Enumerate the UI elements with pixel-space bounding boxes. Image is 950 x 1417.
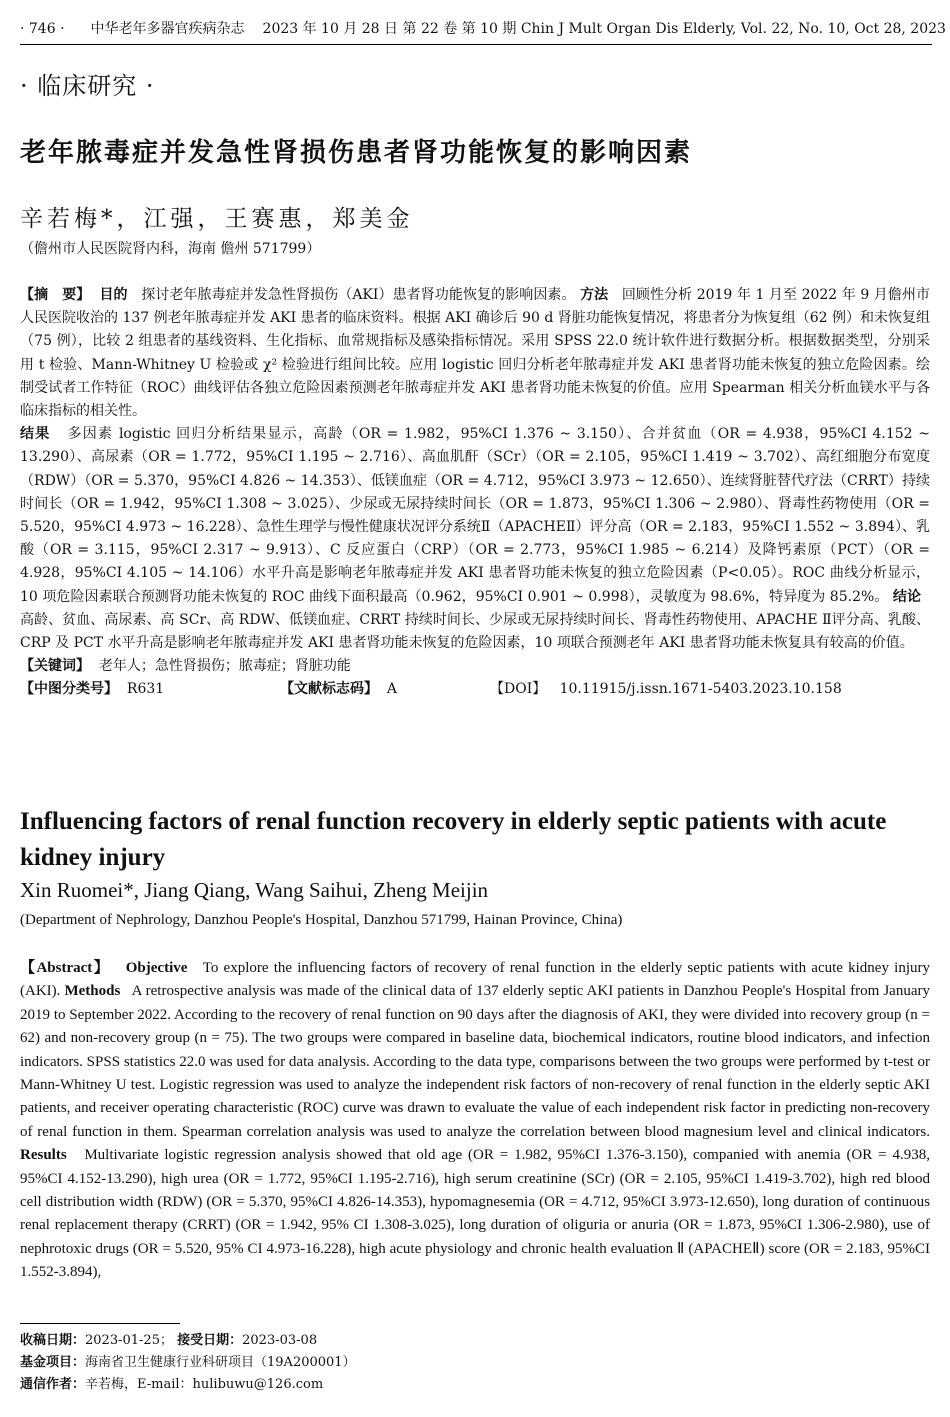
en-methods-label: Methods bbox=[64, 983, 121, 1000]
cn-objective-text: 探讨老年脓毒症并发急性肾损伤（AKI）患者肾功能恢复的影响因素。 bbox=[141, 287, 576, 303]
cn-results-label: 结果 bbox=[20, 426, 51, 443]
cn-abstract bbox=[20, 284, 930, 702]
footnote-fund bbox=[20, 1352, 356, 1374]
cn-objective-label: 目的 bbox=[99, 287, 128, 303]
cn-keywords bbox=[20, 655, 930, 678]
accepted-value: 2023-03-08 bbox=[242, 1333, 318, 1348]
cn-title: 老年脓毒症并发急性肾损伤患者肾功能恢复的影响因素 bbox=[20, 138, 693, 168]
page-number: · 746 · bbox=[20, 21, 65, 37]
cn-methods-text: 回顾性分析 2019 年 1 月至 2022 年 9 月儋州市人民医院收治的 137 例老年脓毒症并发 AKI 患者的临床资料。根据 AKI 确诊后 90 d 肾脏功能恢复情况，将患者分为恢复组（62 例）和未恢复组（75 例），比较 2 组患者的基线资料、生化指标、血常规指标及感染指标情况。采用 SPSS 22.0 统计软件进行数据分析。根据数据类型，分别采用 t 检验、Mann-Whitney U 检验或 χ² 检验进行组间比较。应用 logistic 回归分析老年脓毒症并发 AKI 患者肾功能未恢复的独立危险因素。绘制受试者工作特征（ROC）曲线评估各独立危险因素预测老年脓毒症并发 AKI 患者肾功能未恢复的价值。应用 Spearman 相关分析血镁水平与各临床指标的相关性。 bbox=[20, 287, 931, 420]
doi-label: 【DOI】 bbox=[490, 681, 547, 698]
cn-doi bbox=[490, 678, 842, 701]
fund-value: 海南省卫生健康行业科研项目（19A200001） bbox=[85, 1355, 356, 1370]
cn-abstract-label: 【摘 要】 bbox=[20, 287, 91, 303]
en-title: Influencing factors of renal function recovery in elderly septic patients with acute kidney injury bbox=[20, 808, 887, 871]
received-value: 2023-01-25； bbox=[85, 1333, 173, 1348]
accepted-label: 接受日期： bbox=[177, 1333, 243, 1348]
corr-label: 通信作者： bbox=[20, 1377, 86, 1392]
journal-name: 中华老年多器官疾病杂志 bbox=[90, 21, 245, 37]
running-header bbox=[20, 18, 946, 38]
cls-label: 【中图分类号】 bbox=[20, 681, 118, 698]
cn-methods-label: 方法 bbox=[580, 287, 609, 303]
doc-label: 【文献标志码】 bbox=[280, 681, 378, 698]
cn-conclusion-label: 结论 bbox=[892, 588, 922, 605]
en-results-text: Multivariate logistic regression analysis showed that old age (OR = 1.982, 95%CI 1.376-3.150), companied with anemia (OR = 4.938, 95%CI 4.152-13.290), high urea (OR = 1.772, 95%CI 1.195-2.716), high serum creatinine (SCr) (OR = 2.105, 95%CI 1.419-3.702), high red blood cell distribution width (RDW) (OR = 5.370, 95%CI 4.826-14.353), hypomagnesemia (OR = 4.712, 95%CI 3.973-12.650), long duration of continuous renal replacement therapy (CRRT) (OR = 1.942, 95% CI 1.308-3.025), long duration of oliguria or anuria (OR = 1.873, 95%CI 1.306-2.980), use of nephrotoxic drugs (OR = 5.520, 95% CI 4.973-16.228), high acute physiology and chronic health evaluation Ⅱ (APACHEⅡ) score (OR = 2.183, 95%CI 1.552-3.894), bbox=[20, 1147, 931, 1281]
section-label: · 临床研究 · bbox=[20, 72, 155, 100]
en-authors: Xin Ruomei*, Jiang Qiang, Wang Saihui, Zheng Meijin bbox=[20, 878, 489, 902]
corr-value: 辛若梅，E-mail：hulibuwu@126.com bbox=[85, 1377, 324, 1392]
received-label: 收稿日期： bbox=[20, 1333, 86, 1348]
en-methods-text: A retrospective analysis was made of the clinical data of 137 elderly septic AKI patients in Danzhou People's Hospital from January 2019 to September 2022. According to the recovery of renal function on 90 days after the diagnosis of AKI, they were divided into recovery group (n = 62) and non-recovery group (n = 75). The two groups were compared in baseline data, biochemical indicators, routine blood indicators, and infection indicators. SPSS statistics 22.0 was used for data analysis. According to the data type, comparisons between the two groups were performed by t-test or Mann-Whitney U test. Logistic regression was used to analyze the independent risk factors of non-recovery of renal function in the elderly septic AKI patients, and receiver operating characteristic (ROC) curve was drawn to evaluate the value of each independent risk factor in predicting non-recovery of renal function in them. Spearman correlation analysis was used to analyze the correlation between blood magnesium level and clinical indicators. bbox=[20, 983, 930, 1140]
header-rule bbox=[20, 44, 932, 45]
en-abstract bbox=[20, 957, 930, 1285]
cn-classification bbox=[20, 678, 280, 701]
cn-results-para bbox=[20, 423, 930, 655]
cn-affiliation: （儋州市人民医院肾内科，海南 儋州 571799） bbox=[20, 241, 321, 257]
footnote-correspondence bbox=[20, 1374, 356, 1396]
en-affiliation: (Department of Nephrology, Danzhou People's Hospital, Danzhou 571799, Hainan Province, China) bbox=[20, 912, 623, 928]
en-results-label: Results bbox=[20, 1147, 67, 1164]
footnote-rule bbox=[20, 1323, 180, 1324]
cls-value: R631 bbox=[126, 681, 165, 698]
cn-results-text: 多因素 logistic 回归分析结果显示，高龄（OR = 1.982，95%CI 1.376 ~ 3.150）、合并贫血（OR = 4.938，95%CI 4.152 ~ 13.290）、高尿素（OR = 1.772，95%CI 1.195 ~ 2.716）、高血肌酐（SCr）（OR = 2.105，95%CI 1.419 ~ 3.702）、高红细胞分布宽度（RDW）（OR = 5.370，95%CI 4.826 ~ 14.353）、低镁血症（OR = 4.712，95%CI 3.973 ~ 12.650）、连续肾脏替代疗法（CRRT）持续时间长（OR = 1.942，95%CI 1.308 ~ 3.025）、少尿或无尿持续时间长（OR = 1.873，95%CI 1.306 ~ 2.980）、肾毒性药物使用（OR = 5.520，95%CI 4.973 ~ 16.228）、急性生理学与慢性健康状况评分系统Ⅱ（APACHEⅡ）评分高（OR = 2.183，95%CI 1.552 ~ 3.894）、乳酸（OR = 3.115，95%CI 2.317 ~ 9.913）、C 反应蛋白（CRP）（OR = 2.773，95%CI 1.985 ~ 6.214）及降钙素原（PCT）（OR = 4.928，95%CI 4.105 ~ 14.106）水平升高是影响老年脓毒症并发 AKI 患者肾功能未恢复的独立危险因素（P<0.05）。ROC 曲线分析显示，10 项危险因素联合预测肾功能未恢复的 ROC 曲线下面积最高（0.962，95%CI 0.901 ~ 0.998），灵敏度为 98.6%，特异度为 85.2%。 bbox=[20, 426, 931, 605]
footnote-dates bbox=[20, 1330, 356, 1352]
footnotes bbox=[20, 1330, 356, 1396]
doi-value: 10.11915/j.issn.1671-5403.2023.10.158 bbox=[559, 681, 842, 698]
en-abstract-label: 【Abstract】 bbox=[20, 960, 111, 976]
en-objective-label: Objective bbox=[125, 960, 188, 976]
fund-label: 基金项目： bbox=[20, 1355, 86, 1370]
cn-keywords-value: 老年人；急性肾损伤；脓毒症；肾脏功能 bbox=[98, 658, 351, 675]
cn-document-code bbox=[280, 678, 490, 701]
cn-conclusion-text: 高龄、贫血、高尿素、高 SCr、高 RDW、低镁血症、CRRT 持续时间长、少尿或无尿持续时间长、肾毒性药物使用、APACHE Ⅱ评分高、乳酸、CRP 及 PCT 水平升高是影响老年脓毒症并发 AKI 患者肾功能未恢复的危险因素，10 项联合预测老年 AKI 患者肾功能未恢复具有较高的价值。 bbox=[20, 611, 930, 652]
cn-abstract-body bbox=[20, 284, 930, 423]
doc-value: A bbox=[386, 681, 398, 698]
issue-info: 2023 年 10 月 28 日 第 22 卷 第 10 期 Chin J Mult Organ Dis Elderly, Vol. 22, No. 10, Oct 28, 2023 bbox=[262, 21, 946, 37]
cn-authors: 辛若梅*，江强，王赛惠，郑美金 bbox=[20, 206, 414, 232]
cn-keywords-label: 【关键词】 bbox=[20, 658, 90, 675]
cn-classification-row bbox=[20, 678, 930, 701]
en-objective-text: To explore the influencing factors of recovery of renal function in the elderly septic patients with acute kidney injury (AKI). bbox=[20, 960, 930, 1000]
